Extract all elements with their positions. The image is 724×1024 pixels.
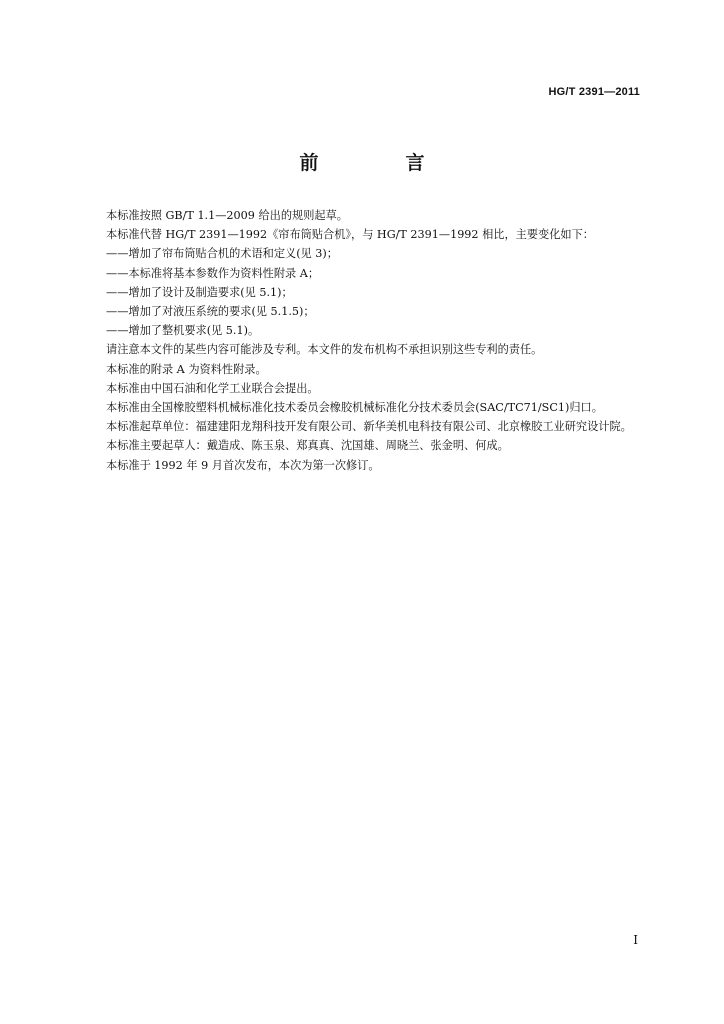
list-item-change-machine: ——增加了整机要求(见 5.1)。 xyxy=(106,324,260,338)
list-item-change-design: ——增加了设计及制造要求(见 5.1)； xyxy=(106,285,293,299)
paragraph-replacement: 本标准代替 HG/T 2391—1992《帘布筒贴合机》，与 HG/T 2391—1992 相比，主要变化如下： xyxy=(106,228,594,242)
paragraph-drafting-rules: 本标准按照 GB/T 1.1—2009 给出的规则起草。 xyxy=(106,209,348,222)
list-item-change-terms: ——增加了帘布筒贴合机的术语和定义(见 3)； xyxy=(106,247,338,261)
paragraph-appendix-note: 本标准的附录 A 为资料性附录。 xyxy=(106,362,267,376)
paragraph-drafters: 本标准主要起草人：戴造成、陈玉泉、郑真真、沈国雄、周晓兰、张金明、何成。 xyxy=(106,439,509,453)
list-item-change-hydraulic: ——增加了对液压系统的要求(见 5.1.5)； xyxy=(106,305,315,319)
page-title: 前 言 xyxy=(299,152,459,174)
paragraph-drafting-units: 本标准起草单位：福建建阳龙翔科技开发有限公司、新华美机电科技有限公司、北京橡胶工业研究设计院。 xyxy=(106,420,632,434)
paragraph-proposer: 本标准由中国石油和化学工业联合会提出。 xyxy=(106,381,319,395)
standard-code: HG/T 2391—2011 xyxy=(548,86,640,98)
list-item-change-appendix: ——本标准将基本参数作为资料性附录 A； xyxy=(106,266,320,280)
foreword-body xyxy=(84,206,640,475)
paragraph-history: 本标准于 1992 年 9 月首次发布，本次为第一次修订。 xyxy=(106,458,380,472)
paragraph-patent-notice: 请注意本文件的某些内容可能涉及专利。本文件的发布机构不承担识别这些专利的责任。 xyxy=(106,343,543,357)
page-number: I xyxy=(633,933,638,947)
paragraph-committee: 本标准由全国橡胶塑料机械标准化技术委员会橡胶机械标准化分技术委员会(SAC/TC71/SC1)归口。 xyxy=(106,401,603,415)
